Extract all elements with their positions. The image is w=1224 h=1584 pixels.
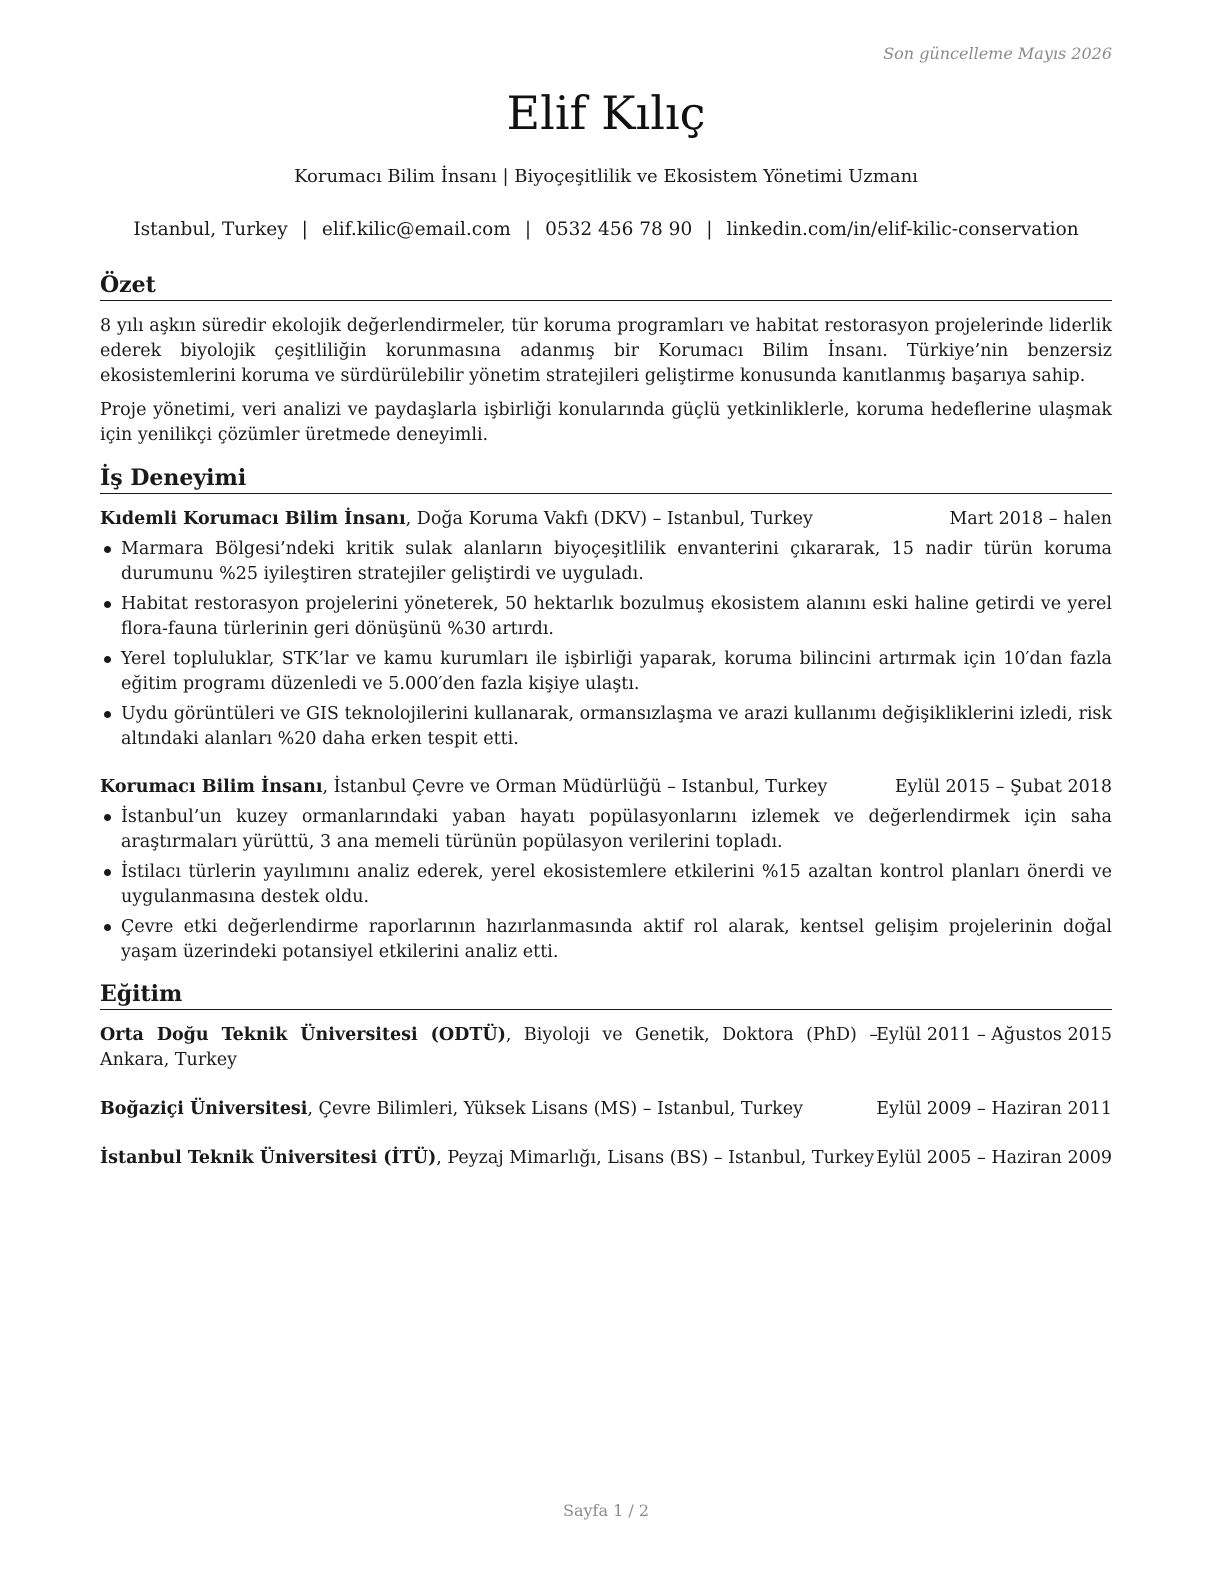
job-role: Kıdemli Korumacı Bilim İnsanı bbox=[100, 509, 406, 529]
last-updated-note: Son güncelleme Mayıs 2026 bbox=[883, 44, 1112, 63]
list-item: Çevre etki değerlendirme raporlarının hazırlanmasında aktif rol alarak, kentsel gelişim projelerinin doğal yaşam üzerindeki potansiyel etkilerini analiz etti. bbox=[100, 915, 1112, 965]
job-organization: , Doğa Koruma Vakfı (DKV) – Istanbul, Turkey bbox=[405, 509, 813, 529]
contact-separator: | bbox=[301, 219, 308, 240]
job-dates: Eylül 2015 – Şubat 2018 bbox=[894, 777, 1112, 797]
list-item: Uydu görüntüleri ve GIS teknolojilerini kullanarak, ormansızlaşma ve arazi kullanımı değişikliklerini izledi, risk altındaki alanları %20 daha erken tespit etti. bbox=[100, 702, 1112, 752]
summary-paragraph: Proje yönetimi, veri analizi ve paydaşlarla işbirliği konularında güçlü yetkinliklerle, koruma hedeflerine ulaşmak için yenilikçi çözümler üretmede deneyimli. bbox=[100, 400, 1112, 445]
list-item: Yerel topluluklar, STK’lar ve kamu kurumları ile işbirliği yaparak, koruma bilincini artırmak için 10′dan fazla eğitim programı düzenledi ve 5.000′den fazla kişiye ulaştı. bbox=[100, 647, 1112, 697]
degree-detail: , Biyoloji ve Genetik, Doktora (PhD) – Ankara, Turkey bbox=[100, 1025, 878, 1070]
job-bullets bbox=[100, 537, 1112, 757]
job-bullets bbox=[100, 805, 1112, 970]
education-row bbox=[100, 1146, 1112, 1171]
job-role: Korumacı Bilim İnsanı bbox=[100, 777, 323, 797]
list-item: Habitat restorasyon projelerini yöneterek, 50 hektarlık bozulmuş ekosistem alanını eski haline getirdi ve yerel flora-fauna türlerinin geri dönüşünü %30 artırdı. bbox=[100, 592, 1112, 642]
list-item: İstilacı türlerin yayılımını analiz ederek, yerel ekosistemlere etkilerini %15 azaltan kontrol planları önerdi ve uygulanmasına destek oldu. bbox=[100, 860, 1112, 910]
education-dates: Eylül 2011 – Ağustos 2015 bbox=[876, 1025, 1112, 1045]
school-name: Boğaziçi Üniversitesi bbox=[100, 1099, 308, 1119]
degree-detail: , Çevre Bilimleri, Yüksek Lisans (MS) – Istanbul, Turkey bbox=[307, 1099, 804, 1119]
resume-page bbox=[100, 0, 1112, 1584]
job-header bbox=[100, 775, 1112, 800]
degree-detail: , Peyzaj Mimarlığı, Lisans (BS) – Istanbul, Turkey bbox=[436, 1148, 875, 1168]
list-item: İstanbul’un kuzey ormanlarındaki yaban hayatı popülasyonlarını izlemek ve değerlendirmek için saha araştırmaları yürüttü, 3 ana memeli türünün popülasyon verilerini topladı. bbox=[100, 805, 1112, 855]
contact-email[interactable]: elif.kilic@email.com bbox=[321, 219, 511, 240]
section-title-summary: Özet bbox=[100, 271, 1112, 301]
section-title-experience: İş Deneyimi bbox=[100, 464, 1112, 494]
section-title-education: Eğitim bbox=[100, 980, 1112, 1010]
bullet-icon bbox=[104, 546, 111, 553]
school-name: Orta Doğu Teknik Üniversitesi (ODTÜ) bbox=[100, 1025, 506, 1045]
bullet-icon bbox=[104, 656, 111, 663]
bullet-icon bbox=[104, 924, 111, 931]
contact-location: Istanbul, Turkey bbox=[133, 219, 288, 240]
bullet-icon bbox=[104, 711, 111, 718]
candidate-name: Elif Kılıç bbox=[506, 86, 706, 140]
contact-separator: | bbox=[524, 219, 532, 240]
bullet-icon bbox=[104, 601, 111, 608]
contact-line bbox=[100, 219, 1112, 240]
job-organization: , İstanbul Çevre ve Orman Müdürlüğü – Istanbul, Turkey bbox=[322, 777, 828, 797]
job-dates: Mart 2018 – halen bbox=[949, 509, 1112, 529]
job-header bbox=[100, 507, 1112, 532]
bullet-icon bbox=[104, 869, 111, 876]
education-row bbox=[100, 1023, 1112, 1073]
page-number: Sayfa 1 / 2 bbox=[562, 1501, 649, 1520]
education-row bbox=[100, 1097, 1112, 1122]
contact-phone: 0532 456 78 90 bbox=[545, 219, 693, 240]
headline: Korumacı Bilim İnsanı | Biyoçeşitlilik ve Ekosistem Yönetimi Uzmanı bbox=[294, 166, 918, 187]
list-item: Marmara Bölgesi’ndeki kritik sulak alanların biyoçeşitlilik envanterini çıkararak, 15 nadir türün koruma durumunu %25 iyileştiren stratejiler geliştirdi ve uyguladı. bbox=[100, 537, 1112, 587]
school-name: İstanbul Teknik Üniversitesi (İTÜ) bbox=[100, 1148, 437, 1168]
education-dates: Eylül 2005 – Haziran 2009 bbox=[876, 1148, 1112, 1168]
contact-separator: | bbox=[706, 219, 713, 240]
summary-paragraph: 8 yılı aşkın süredir ekolojik değerlendirmeler, tür koruma programları ve habitat restorasyon projelerinde liderlik ederek biyolojik çeşitliliğin korunmasına adanmış bir Korumacı Bilim İnsanı. Türkiye’nin benzersiz ekosistemlerini koruma ve sürdürülebilir yönetim stratejileri geliştirme konusunda kanıtlanmış başarıya sahip. bbox=[100, 316, 1112, 386]
contact-linkedin[interactable]: linkedin.com/in/elif-kilic-conservation bbox=[726, 219, 1079, 240]
education-dates: Eylül 2009 – Haziran 2011 bbox=[876, 1099, 1112, 1119]
bullet-icon bbox=[104, 814, 111, 821]
